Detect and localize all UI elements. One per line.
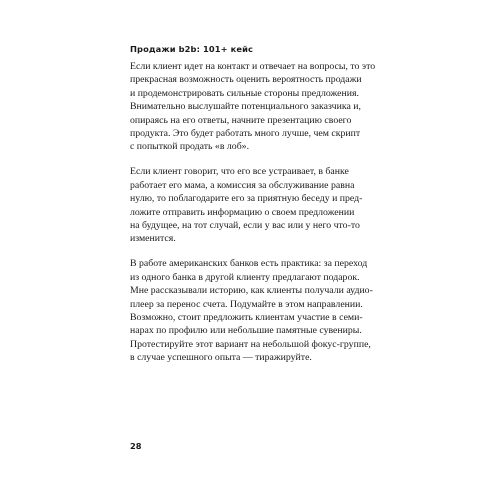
page-number: 28 — [130, 441, 142, 451]
text-line: Протестируйте этот вариант на небольшой фокус-группе, — [130, 338, 371, 350]
running-head: Продажи b2b: 101+ кейс — [130, 44, 254, 54]
paragraph-2 — [130, 165, 390, 245]
body-text — [130, 60, 390, 376]
text-line: продукта. Это будет работать много лучше, чем скрипт — [130, 128, 361, 140]
text-line: Внимательно выслушайте потенциального заказчика и, — [130, 101, 361, 113]
paragraph-3 — [130, 257, 390, 364]
text-line: ложите отправить информацию о своем предложении — [130, 206, 355, 218]
text-line: Если клиент говорит, что его все устраивает, в банке — [130, 166, 349, 178]
text-line: нулю, то поблагодарите его за приятную беседу и пред- — [130, 193, 363, 205]
text-line: прекрасная возможность оценить вероятность продажи — [130, 74, 362, 86]
text-line: и продемонстрировать сильные стороны предложения. — [130, 87, 359, 99]
text-line: в случае успешного опыта — тиражируйте. — [130, 352, 312, 364]
paragraph-1 — [130, 60, 390, 154]
text-line: изменится. — [130, 233, 176, 245]
text-line: из одного банка в другой клиенту предлагают подарок. — [130, 271, 360, 283]
text-line: плеер за перенос счета. Подумайте в этом направлении. — [130, 298, 363, 310]
text-line: опираясь на его ответы, начните презентацию своего — [130, 114, 352, 126]
text-line: Если клиент идет на контакт и отвечает на вопросы, то это — [130, 61, 376, 72]
text-line: Возможно, стоит предложить клиентам участие в семи- — [130, 311, 363, 323]
text-line: нарах по профилю или небольшие памятные сувениры. — [130, 325, 362, 337]
text-line: с попыткой продать «в лоб». — [130, 141, 250, 153]
text-line: В работе американских банков есть практика: за переход — [130, 258, 368, 270]
text-line: Мне рассказывали историю, как клиенты получали аудио- — [130, 285, 373, 297]
text-line: на будущее, на тот случай, если у вас или у него что-то — [130, 219, 360, 231]
text-line: работает его мама, а комиссия за обслуживание равна — [130, 179, 355, 191]
